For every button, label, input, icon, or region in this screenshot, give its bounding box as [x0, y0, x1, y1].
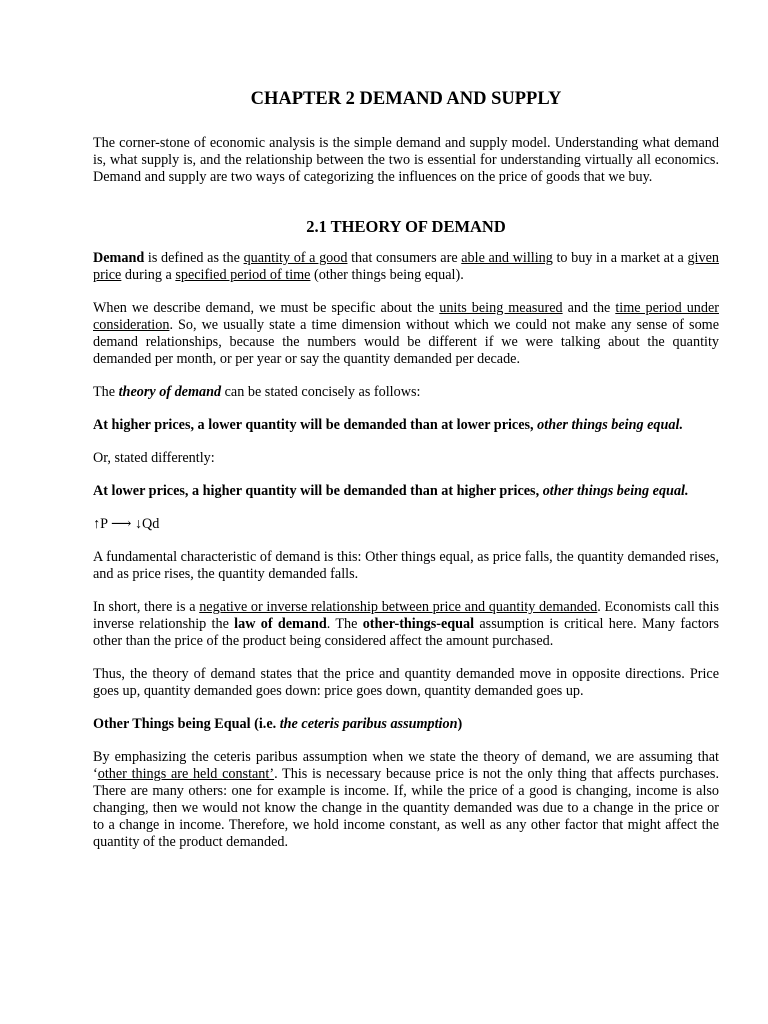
underlined-period: specified period of time	[175, 267, 311, 283]
definition-paragraph: Demand is defined as the quantity of a good that consumers are able and willing to buy in a market at a given price during a specified period of time (other things being equal).	[93, 250, 719, 283]
underlined-quantity: quantity of a good	[243, 250, 348, 266]
statement-higher-prices: At higher prices, a lower quantity will be demanded than at lower prices, other things being equal.	[93, 417, 684, 433]
theory-intro-paragraph: The theory of demand can be stated concisely as follows:	[93, 384, 421, 400]
intro-paragraph: The corner-stone of economic analysis is the simple demand and supply model. Understanding what demand is, what supply is, and the relationship between the two is essential for understanding virtually all economics. Demand and supply are two ways of categorizing the influences on the price of goods that we buy.	[93, 135, 719, 185]
thus-paragraph: Thus, the theory of demand states that the price and quantity demanded move in opposite directions. Price goes up, quantity demanded goes down: price goes down, quantity demanded goes up.	[93, 666, 719, 699]
underlined-held-constant: other things are held constant’	[97, 766, 275, 782]
section-title: 2.1 THEORY OF DEMAND	[306, 217, 506, 236]
term-law-of-demand: law of demand	[234, 616, 327, 632]
chapter-title: CHAPTER 2 DEMAND AND SUPPLY	[250, 89, 562, 109]
underlined-able-willing: able and willing	[461, 250, 553, 266]
or-stated-line: Or, stated differently:	[93, 450, 215, 466]
formula-line: ↑P ⟶ ↓Qd	[93, 516, 160, 532]
document-page	[93, 88, 719, 851]
term-theory-of-demand: theory of demand	[118, 384, 222, 400]
term-demand: Demand	[93, 250, 145, 266]
in-short-paragraph: In short, there is a negative or inverse relationship between price and quantity demanded. Economists call this inverse relationship the law of demand. The other-things-equal assumption is critical here. Many factors other than the price of the product being considered affect the amount purchased.	[93, 599, 720, 649]
underlined-given-price: given price	[93, 250, 719, 283]
underlined-inverse-relationship: negative or inverse relationship between price and quantity demanded	[199, 599, 598, 615]
term-other-things-equal: other-things-equal	[362, 616, 475, 632]
statement-lower-prices: At lower prices, a higher quantity will be demanded than at higher prices, other things being equal.	[93, 483, 689, 499]
emphasizing-paragraph: By emphasizing the ceteris paribus assumption when we state the theory of demand, we are assuming that ‘other things are held constant’. This is necessary because price is not the only thing that affects purchases. There are many others: one for example is income. If, while the price of a good is changing, income is also changing, then we would not know the change in the quantity demanded was due to a change in the price or to a change in income. Therefore, we hold income constant, as well as any other factor that might affect the quantity of the product demanded.	[93, 749, 719, 850]
describe-paragraph: When we describe demand, we must be specific about the units being measured and the time period under consideration. So, we usually state a time dimension without which we could not make any sense of some demand relationships, because the numbers would be different if we were talking about the quantity demanded per month, or per year or say the quantity demanded per decade.	[93, 300, 719, 367]
ceteris-heading: Other Things being Equal (i.e. the ceteris paribus assumption)	[93, 716, 463, 732]
underlined-units: units being measured	[439, 300, 563, 316]
underlined-time-period: time period under consideration	[93, 300, 719, 333]
fundamental-paragraph: A fundamental characteristic of demand is this: Other things equal, as price falls, the quantity demanded rises, and as price rises, the quantity demanded falls.	[93, 549, 719, 582]
